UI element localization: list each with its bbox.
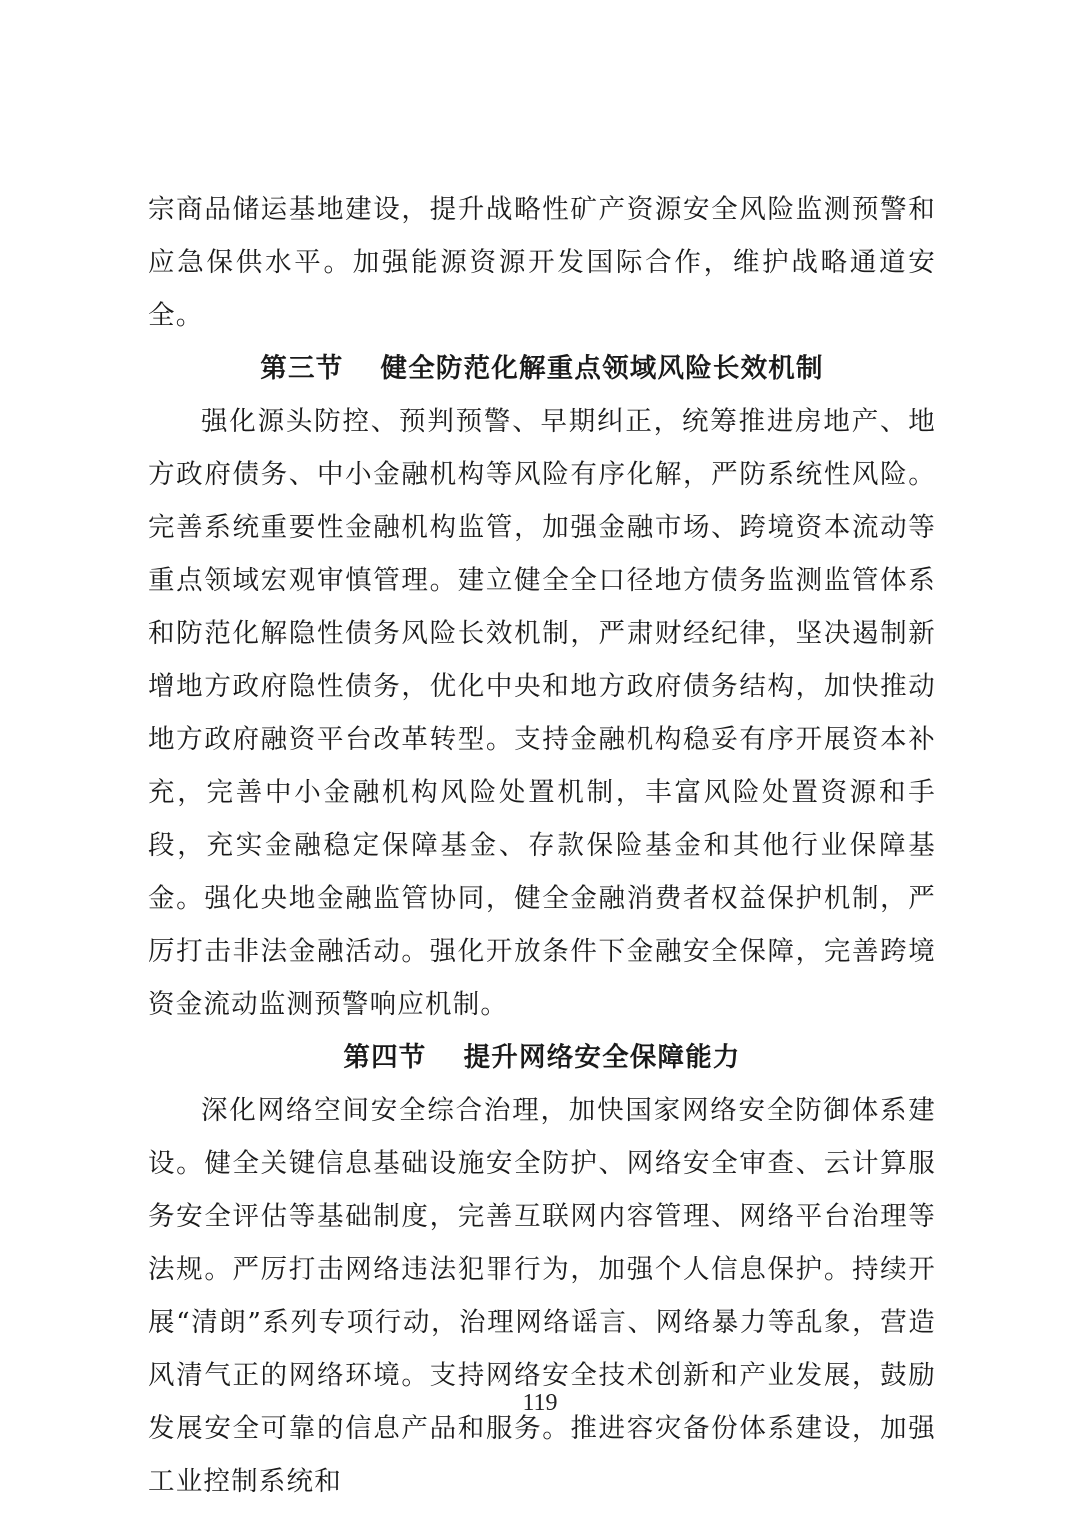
section-number: 第四节 bbox=[343, 1042, 427, 1073]
section-title: 健全防范化解重点领域风险长效机制 bbox=[380, 353, 824, 384]
section-heading-4 bbox=[148, 1031, 936, 1084]
paragraph-continued: 宗商品储运基地建设，提升战略性矿产资源安全风险监测预警和应急保供水平。加强能源资源开发国际合作，维护战略通道安全。 bbox=[148, 194, 936, 331]
page-number: 119 bbox=[522, 1390, 558, 1416]
section-number: 第三节 bbox=[260, 353, 344, 384]
section-heading-3 bbox=[148, 342, 936, 395]
section-title: 提升网络安全保障能力 bbox=[463, 1042, 741, 1073]
paragraph-financial-risk: 强化源头防控、预判预警、早期纠正，统筹推进房地产、地方政府债务、中小金融机构等风险有序化解，严防系统性风险。完善系统重要性金融机构监管，加强金融市场、跨境资本流动等重点领域宏观审慎管理。建立健全全口径地方债务监测监管体系和防范化解隐性债务风险长效机制，严肃财经纪律，坚决遏制新增地方政府隐性债务，优化中央和地方政府债务结构，加快推动地方政府融资平台改革转型。支持金融机构稳妥有序开展资本补充，完善中小金融机构风险处置机制，丰富风险处置资源和手段，充实金融稳定保障基金、存款保险基金和其他行业保障基金。强化央地金融监管协同，健全金融消费者权益保护机制，严厉打击非法金融活动。强化开放条件下金融安全保障，完善跨境资金流动监测预警响应机制。 bbox=[148, 406, 936, 1020]
document-body bbox=[148, 183, 936, 1508]
paragraph-network-security: 深化网络空间安全综合治理，加快国家网络安全防御体系建设。健全关键信息基础设施安全防护、网络安全审查、云计算服务安全评估等基础制度，完善互联网内容管理、网络平台治理等法规。严厉打击网络违法犯罪行为，加强个人信息保护。持续开展“清朗”系列专项行动，治理网络谣言、网络暴力等乱象，营造风清气正的网络环境。支持网络安全技术创新和产业发展，鼓励发展安全可靠的信息产品和服务。推进容灾备份体系建设，加强工业控制系统和 bbox=[148, 1095, 936, 1497]
